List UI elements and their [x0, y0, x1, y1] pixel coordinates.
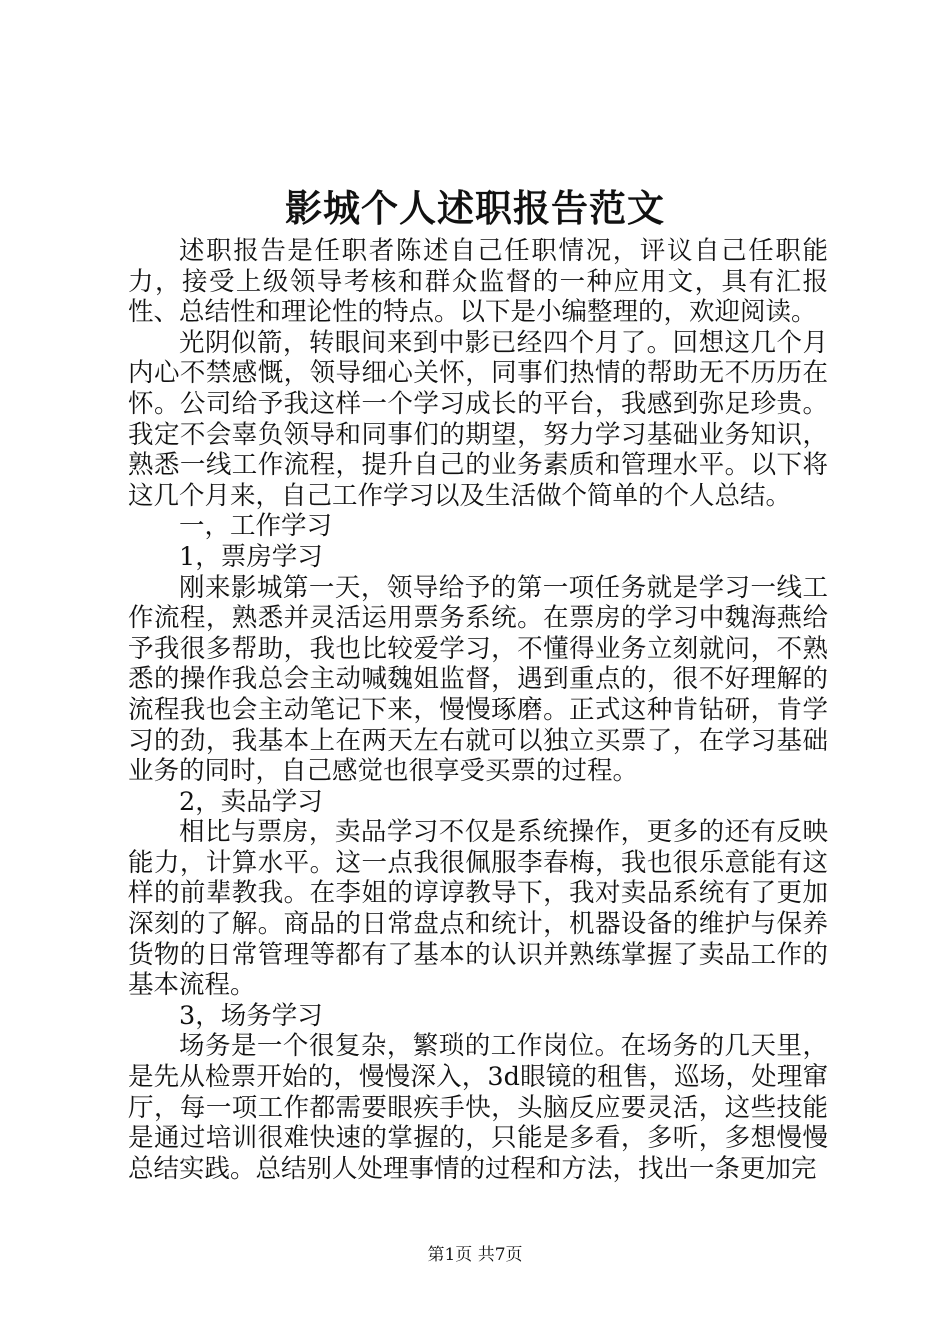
subsection-heading: 1，票房学习 — [179, 541, 323, 572]
section-heading: 一，工作学习 — [179, 511, 333, 542]
document-title: 影城个人述职报告范文 — [285, 186, 665, 230]
page-footer: 第1页 共7页 — [427, 1245, 523, 1265]
paragraph: 相比与票房，卖品学习不仅是系统操作，更多的还有反映能力，计算水平。这一点我很佩服李春梅，我也很乐意能有这样的前辈教我。在李姐的谆谆教导下，我对卖品系统有了更加深刻的了解。商品的日常盘点和统计，机器设备的维护与保养货物的日常管理等都有了基本的认识并熟练掌握了卖品工作的基本流程。 — [128, 817, 828, 1001]
document-body — [128, 236, 828, 1184]
paragraph: 光阴似箭，转眼间来到中影已经四个月了。回想这几个月内心不禁感慨，领导细心关怀，同事们热情的帮助无不历历在怀。公司给予我这样一个学习成长的平台，我感到弥足珍贵。我定不会辜负领导和同事们的期望，努力学习基础业务知识，熟悉一线工作流程，提升自己的业务素质和管理水平。以下将这几个月来，自己工作学习以及生活做个简单的个人总结。 — [128, 327, 828, 511]
subsection-heading: 3，场务学习 — [179, 1000, 323, 1031]
subsection-heading: 2，卖品学习 — [179, 786, 323, 817]
paragraph: 场务是一个很复杂，繁琐的工作岗位。在场务的几天里，是先从检票开始的，慢慢深入，3d眼镜的租售，巡场，处理窜厅，每一项工作都需要眼疾手快，头脑反应要灵活，这些技能是通过培训很难快速的掌握的，只能是多看，多听，多想慢慢总结实践。总结别人处理事情的过程和方法，找出一条更加完 — [128, 1031, 828, 1184]
paragraph: 述职报告是任职者陈述自己任职情况，评议自己任职能力，接受上级领导考核和群众监督的一种应用文，具有汇报性、总结性和理论性的特点。以下是小编整理的，欢迎阅读。 — [128, 236, 828, 328]
paragraph: 刚来影城第一天，领导给予的第一项任务就是学习一线工作流程，熟悉并灵活运用票务系统。在票房的学习中魏海燕给予我很多帮助，我也比较爱学习，不懂得业务立刻就问，不熟悉的操作我总会主动喊魏姐监督，遇到重点的，很不好理解的流程我也会主动笔记下来，慢慢琢磨。正式这种肯钻研，肯学习的劲，我基本上在两天左右就可以独立买票了，在学习基础业务的同时，自己感觉也很享受买票的过程。 — [128, 572, 828, 787]
